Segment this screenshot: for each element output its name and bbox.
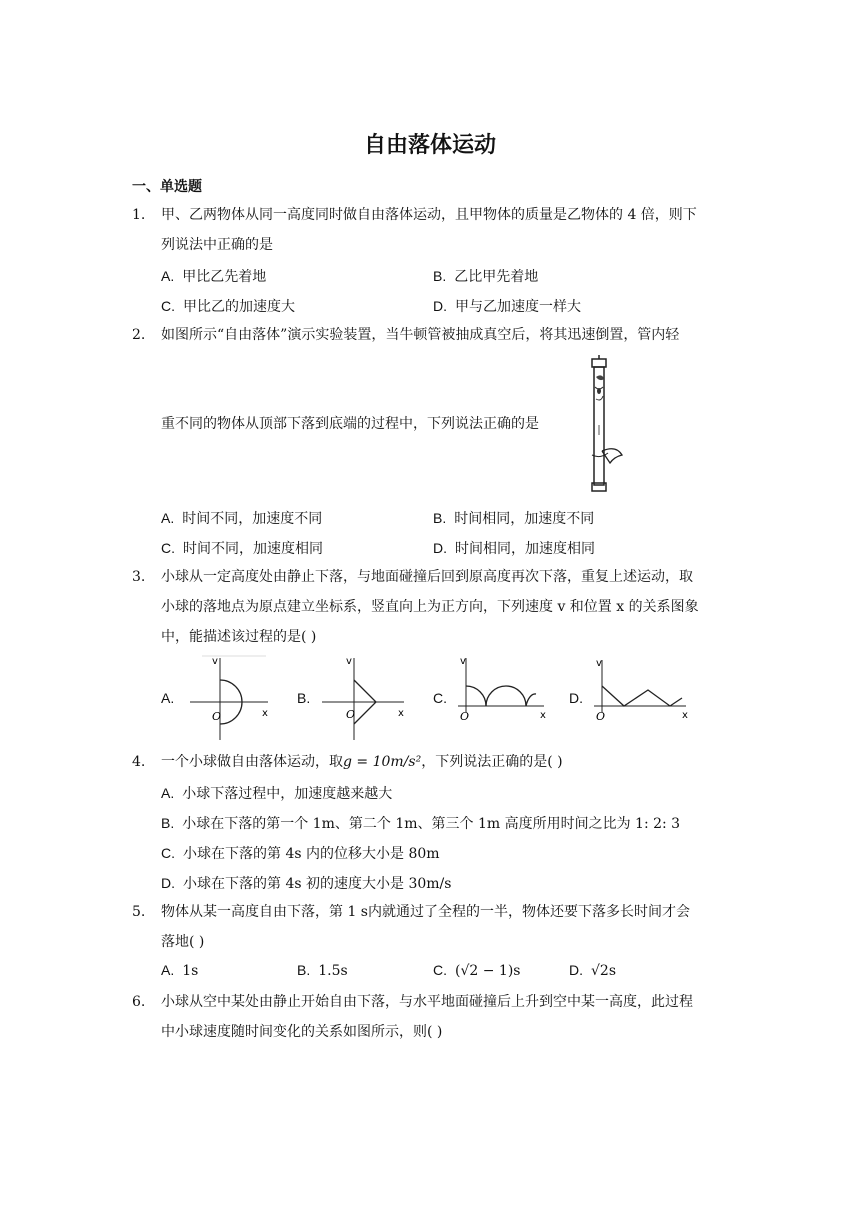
option-b[interactable]: [433, 266, 538, 286]
option-a[interactable]: [161, 962, 198, 979]
option-letter: A.: [161, 785, 175, 801]
option-letter: A.: [161, 268, 175, 284]
origin-label: O: [460, 710, 470, 723]
option-d[interactable]: [433, 538, 595, 558]
option-letter: D.: [433, 540, 447, 556]
question-text: 物体从某一高度自由下落，第 1 s内就通过了全程的一半，物体还要下落多长时间才会: [161, 904, 690, 920]
question-text: 中，能描述该过程的是( ): [161, 629, 317, 645]
question-text: 落地( ): [161, 934, 205, 950]
option-d[interactable]: [161, 873, 451, 893]
page-title: 自由落体运动: [363, 133, 496, 158]
option-letter: B.: [297, 962, 311, 978]
option-letter: C.: [161, 298, 175, 314]
question-text: 重不同的物体从顶部下落到底端的过程中，下列说法正确的是: [161, 416, 539, 432]
option-letter: C.: [433, 962, 447, 978]
option-text: √2s: [591, 963, 617, 979]
option-text: 时间不同，加速度相同: [183, 541, 323, 557]
question-number: 1.: [132, 207, 146, 223]
option-text: 小球下落过程中，加速度越来越大: [182, 786, 393, 802]
question-text: 中小球速度随时间变化的关系如图所示，则( ): [161, 1024, 443, 1040]
axis-x-label: x: [682, 710, 688, 721]
origin-label: O: [346, 708, 356, 721]
axis-v-label: v: [346, 656, 352, 667]
option-letter: D.: [569, 962, 583, 978]
question-number: 2.: [132, 327, 146, 343]
question-text: 甲、乙两物体从同一高度同时做自由落体运动，且甲物体的质量是乙物体的 4 倍，则下: [161, 207, 697, 223]
option-text: 时间不同，加速度不同: [182, 511, 323, 527]
option-d[interactable]: [433, 296, 581, 316]
section-heading: 一、单选题: [132, 179, 202, 195]
newton-tube-figure: [578, 355, 626, 497]
option-c[interactable]: [433, 690, 455, 707]
question-text: 如图所示“自由落体”演示实验装置，当牛顿管被抽成真空后，将其迅速倒置，管内轻: [161, 327, 680, 343]
option-text: 乙比甲先着地: [454, 269, 539, 285]
axis-x-label: x: [262, 708, 268, 719]
axis-x-label: x: [540, 710, 546, 721]
question-number: 6.: [132, 994, 146, 1010]
graph-a: [182, 652, 274, 742]
option-b[interactable]: [433, 508, 594, 528]
axis-x-label: x: [398, 708, 404, 719]
option-b[interactable]: [297, 690, 318, 707]
graph-b: [318, 652, 410, 742]
option-d[interactable]: [569, 962, 616, 979]
graph-c: [454, 652, 550, 742]
question-text: ，下列说法正确的是( ): [421, 754, 563, 770]
option-text: 小球在下落的第一个 1m、第二个 1m、第三个 1m 高度所用时间之比为 1: 2: 3: [182, 816, 681, 832]
option-letter: C.: [161, 845, 175, 861]
option-text: 甲比乙的加速度大: [183, 299, 295, 315]
option-letter: D.: [433, 298, 447, 314]
option-d[interactable]: [569, 690, 591, 707]
option-text: 小球在下落的第 4s 内的位移大小是 80m: [183, 846, 440, 862]
option-b[interactable]: [161, 813, 680, 833]
question-4: [132, 747, 732, 777]
option-text: 小球在下落的第 4s 初的速度大小是 30m/s: [183, 876, 452, 892]
option-letter: A.: [161, 690, 175, 706]
graph-d: [590, 652, 692, 742]
question-2-cont: [132, 409, 732, 439]
option-letter: A.: [161, 962, 175, 978]
option-b[interactable]: [297, 962, 348, 979]
option-text: 甲与乙加速度一样大: [455, 299, 581, 315]
option-letter: B.: [161, 815, 175, 831]
option-text: (√2 − 1)s: [455, 963, 521, 979]
option-letter: A.: [161, 510, 175, 526]
question-number: 4.: [132, 754, 146, 770]
formula: g = 10m/s²: [343, 754, 422, 770]
question-2: [132, 320, 732, 350]
question-6: [132, 987, 732, 1047]
question-5: [132, 897, 732, 957]
question-text: 小球从一定高度处由静止下落，与地面碰撞后回到原高度再次下落，重复上述运动，取: [161, 569, 693, 585]
question-text: 一个小球做自由落体运动，取: [161, 754, 343, 770]
axis-v-label: v: [596, 658, 602, 669]
option-text: 1s: [182, 963, 199, 979]
question-text: 小球的落地点为原点建立坐标系，竖直向上为正方向，下列速度 v 和位置 x 的关系图象: [161, 599, 699, 615]
option-text: 时间相同，加速度不同: [454, 511, 595, 527]
option-letter: B.: [433, 268, 447, 284]
axis-v-label: v: [460, 656, 466, 667]
option-text: 1.5s: [318, 963, 348, 979]
option-text: 甲比乙先着地: [182, 269, 267, 285]
origin-label: O: [596, 710, 606, 723]
option-letter: B.: [297, 690, 311, 706]
option-c[interactable]: [161, 538, 323, 558]
option-c[interactable]: [161, 296, 295, 316]
option-letter: C.: [433, 690, 447, 706]
option-a[interactable]: [161, 266, 266, 286]
option-a[interactable]: [161, 783, 392, 803]
question-3: [132, 562, 732, 652]
question-text: 小球从空中某处由静止开始自由下落，与水平地面碰撞后上升到空中某一高度，此过程: [161, 994, 693, 1010]
question-number: 5.: [132, 904, 146, 920]
question-1: [132, 200, 732, 260]
origin-label: O: [212, 710, 222, 723]
option-c[interactable]: [433, 962, 520, 979]
question-number: 3.: [132, 569, 146, 585]
option-letter: C.: [161, 540, 175, 556]
option-letter: D.: [569, 690, 583, 706]
axis-v-label: v: [212, 656, 218, 667]
option-letter: B.: [433, 510, 447, 526]
option-a[interactable]: [161, 508, 322, 528]
option-letter: D.: [161, 875, 175, 891]
question-text: 列说法中正确的是: [161, 237, 273, 253]
option-a[interactable]: [161, 690, 182, 707]
option-text: 时间相同，加速度相同: [455, 541, 595, 557]
option-c[interactable]: [161, 843, 440, 863]
